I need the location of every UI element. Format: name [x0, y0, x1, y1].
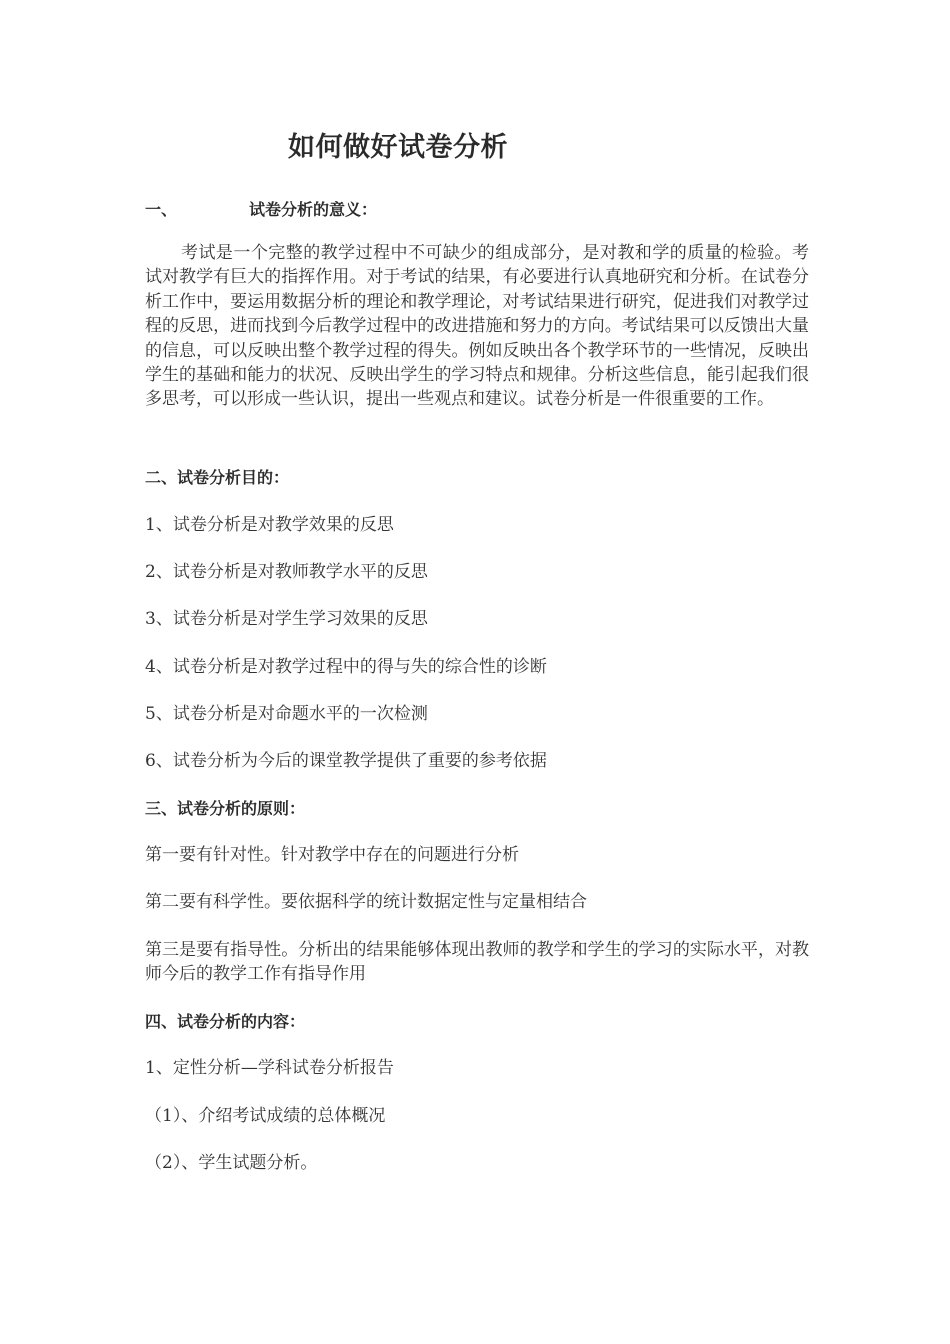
section-4-item-1: 1、定性分析—学科试卷分析报告 — [145, 1058, 394, 1078]
section-2-item-1: 1、试卷分析是对教学效果的反思 — [145, 515, 394, 535]
section-1-paragraph: 考试是一个完整的教学过程中不可缺少的组成部分，是对教和学的质量的检验。考试对教学有巨大的指挥作用。对于考试的结果，有必要进行认真地研究和分析。在试卷分析工作中，要运用数据分析的理论和教学理论，对考试结果进行研究，促进我们对教学过程的反思，进而找到今后教学过程中的改进措施和努力的方向。考试结果可以反馈出大量的信息，可以反映出整个教学过程的得失。例如反映出各个教学环节的一些情况，反映出学生的基础和能力的状况、反映出学生的学习特点和规律。分析这些信息，能引起我们很多思考，可以形成一些认识，提出一些观点和建议。试卷分析是一件很重要的工作。 — [145, 243, 809, 410]
document-title: 如何做好试卷分析 — [288, 132, 508, 163]
section-2-item-5: 5、试卷分析是对命题水平的一次检测 — [145, 704, 428, 724]
section-3-heading: 三、试卷分析的原则： — [145, 799, 306, 818]
section-4-item-3: （2）、学生试题分析。 — [145, 1153, 318, 1173]
section-4-heading: 四、试卷分析的内容： — [145, 1012, 306, 1031]
section-3-item-2: 第二要有科学性。要依据科学的统计数据定性与定量相结合 — [145, 892, 587, 912]
section-1-number: 一、 — [145, 200, 178, 219]
section-2-item-4: 4、试卷分析是对教学过程中的得与失的综合性的诊断 — [145, 657, 547, 677]
section-3-item-1: 第一要有针对性。针对教学中存在的问题进行分析 — [145, 845, 519, 865]
section-3-item-3: 第三是要有指导性。分析出的结果能够体现出教师的教学和学生的学习的实际水平，对教师今后的教学工作有指导作用 — [145, 940, 809, 985]
section-2-heading: 二、试卷分析目的： — [145, 468, 290, 487]
section-4-item-2: （1）、介绍考试成绩的总体概况 — [145, 1106, 386, 1126]
section-1-heading: 试卷分析的意义： — [249, 200, 378, 219]
section-2-item-6: 6、试卷分析为今后的课堂教学提供了重要的参考依据 — [145, 751, 547, 771]
section-2-item-3: 3、试卷分析是对学生学习效果的反思 — [145, 609, 428, 629]
section-2-item-2: 2、试卷分析是对教师教学水平的反思 — [145, 562, 428, 582]
